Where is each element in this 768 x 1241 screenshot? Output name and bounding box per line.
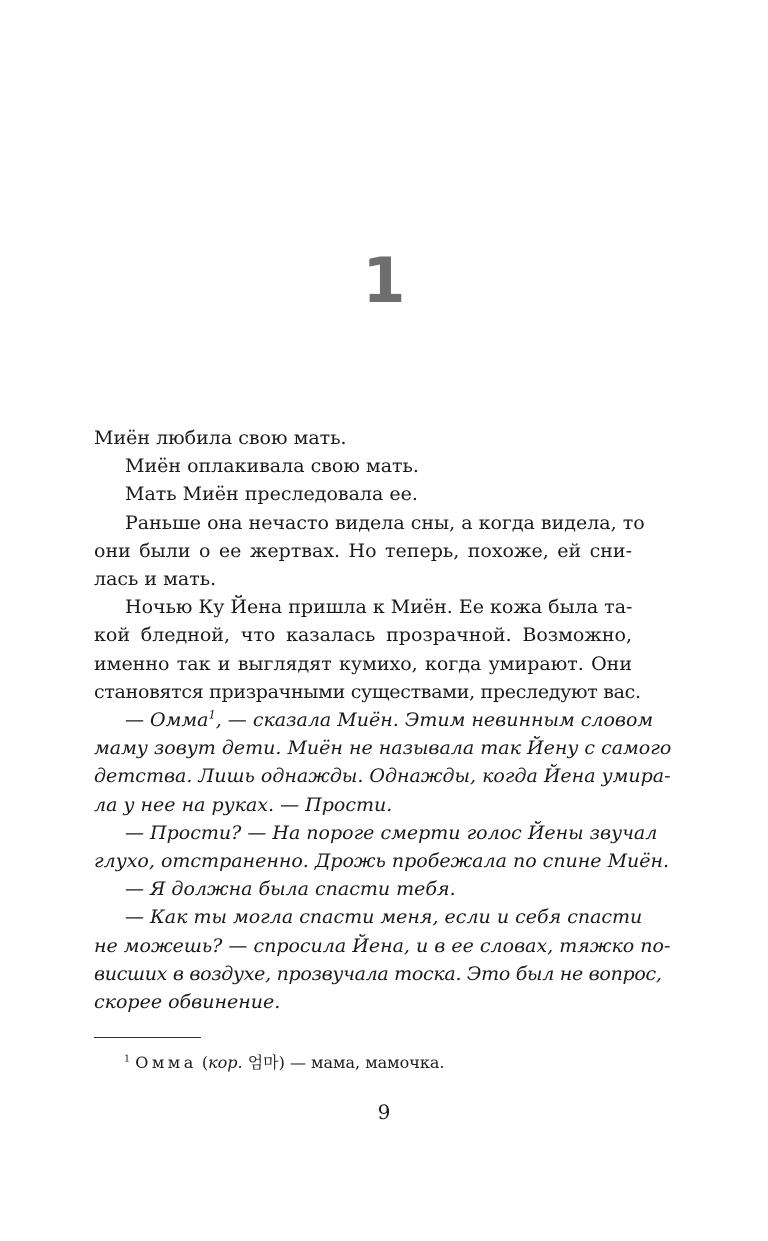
page-number: 9: [377, 1100, 391, 1124]
dialogue-continuation: , — сказала Миён. Этим невинным словом: [215, 709, 654, 732]
footnote-open-paren: (: [201, 1053, 209, 1072]
text-line: — Как ты могла спасти меня, если и себя спасти: [125, 906, 643, 929]
footnote-korean: 엄마: [247, 1053, 279, 1072]
text-line: они были о ее жертвах. Но теперь, похоже, ей сни-: [94, 539, 632, 562]
footnote-definition: — мама, мамочка.: [284, 1053, 445, 1072]
text-line: Мать Миён преследовала ее.: [125, 483, 418, 506]
body-text: [94, 424, 672, 1016]
paragraph: [94, 706, 672, 819]
dialogue-start: — Омма: [125, 709, 209, 732]
text-line: [94, 706, 654, 734]
paragraph: [94, 452, 632, 480]
chapter-number: 1: [362, 244, 406, 317]
text-line: Раньше она нечасто видела сны, а когда видела, то: [125, 511, 645, 534]
text-line: Ночью Ку Йена пришла к Миён. Ее кожа была та-: [125, 596, 633, 619]
footnote-marker: 1: [124, 1053, 131, 1065]
paragraph: [94, 903, 671, 1016]
text-line: — Я должна была спасти тебя.: [125, 878, 456, 901]
footnote: [124, 1052, 444, 1074]
footnote-close-paren: ): [278, 1053, 285, 1072]
text-line: не можешь? — спросила Йена, и в ее словах, тяжко по-: [94, 934, 671, 957]
paragraph: [94, 480, 632, 508]
text-line: Миён оплакивала свою мать.: [125, 455, 419, 478]
paragraph: [94, 875, 632, 903]
footnote-divider: [94, 1037, 201, 1038]
text-line: скорее обвинение.: [94, 991, 281, 1014]
footnote-ref[interactable]: 1: [208, 707, 216, 722]
paragraph: [94, 819, 670, 875]
text-line: лась и мать.: [94, 568, 217, 591]
text-line: становятся призрачными существами, преследуют вас.: [94, 680, 641, 703]
text-line: Миён любила свою мать.: [94, 427, 347, 449]
text-line: глухо, отстраненно. Дрожь пробежала по спине Миён.: [94, 850, 670, 873]
text-line: кой бледной, что казалась прозрачной. Возможно,: [94, 624, 632, 647]
text-line: висших в воздухе, прозвучала тоска. Это был не вопрос,: [94, 962, 662, 985]
footnote-term: Омма: [135, 1053, 197, 1072]
paragraph: [94, 424, 632, 452]
text-line: — Прости? — На пороге смерти голос Йены звучал: [125, 821, 658, 844]
paragraph: [94, 593, 641, 706]
paragraph: [94, 509, 645, 594]
text-line: маму зовут дети. Миён не называла так Йену с самого: [94, 737, 672, 760]
text-line: именно так и выглядят кумихо, когда умирают. Они: [94, 652, 632, 675]
footnote-lang-abbr: кор.: [208, 1053, 243, 1072]
text-line: ла у нее на руках. — Прости.: [94, 793, 393, 816]
text-line: детства. Лишь однажды. Однажды, когда Йена умира-: [94, 765, 671, 788]
